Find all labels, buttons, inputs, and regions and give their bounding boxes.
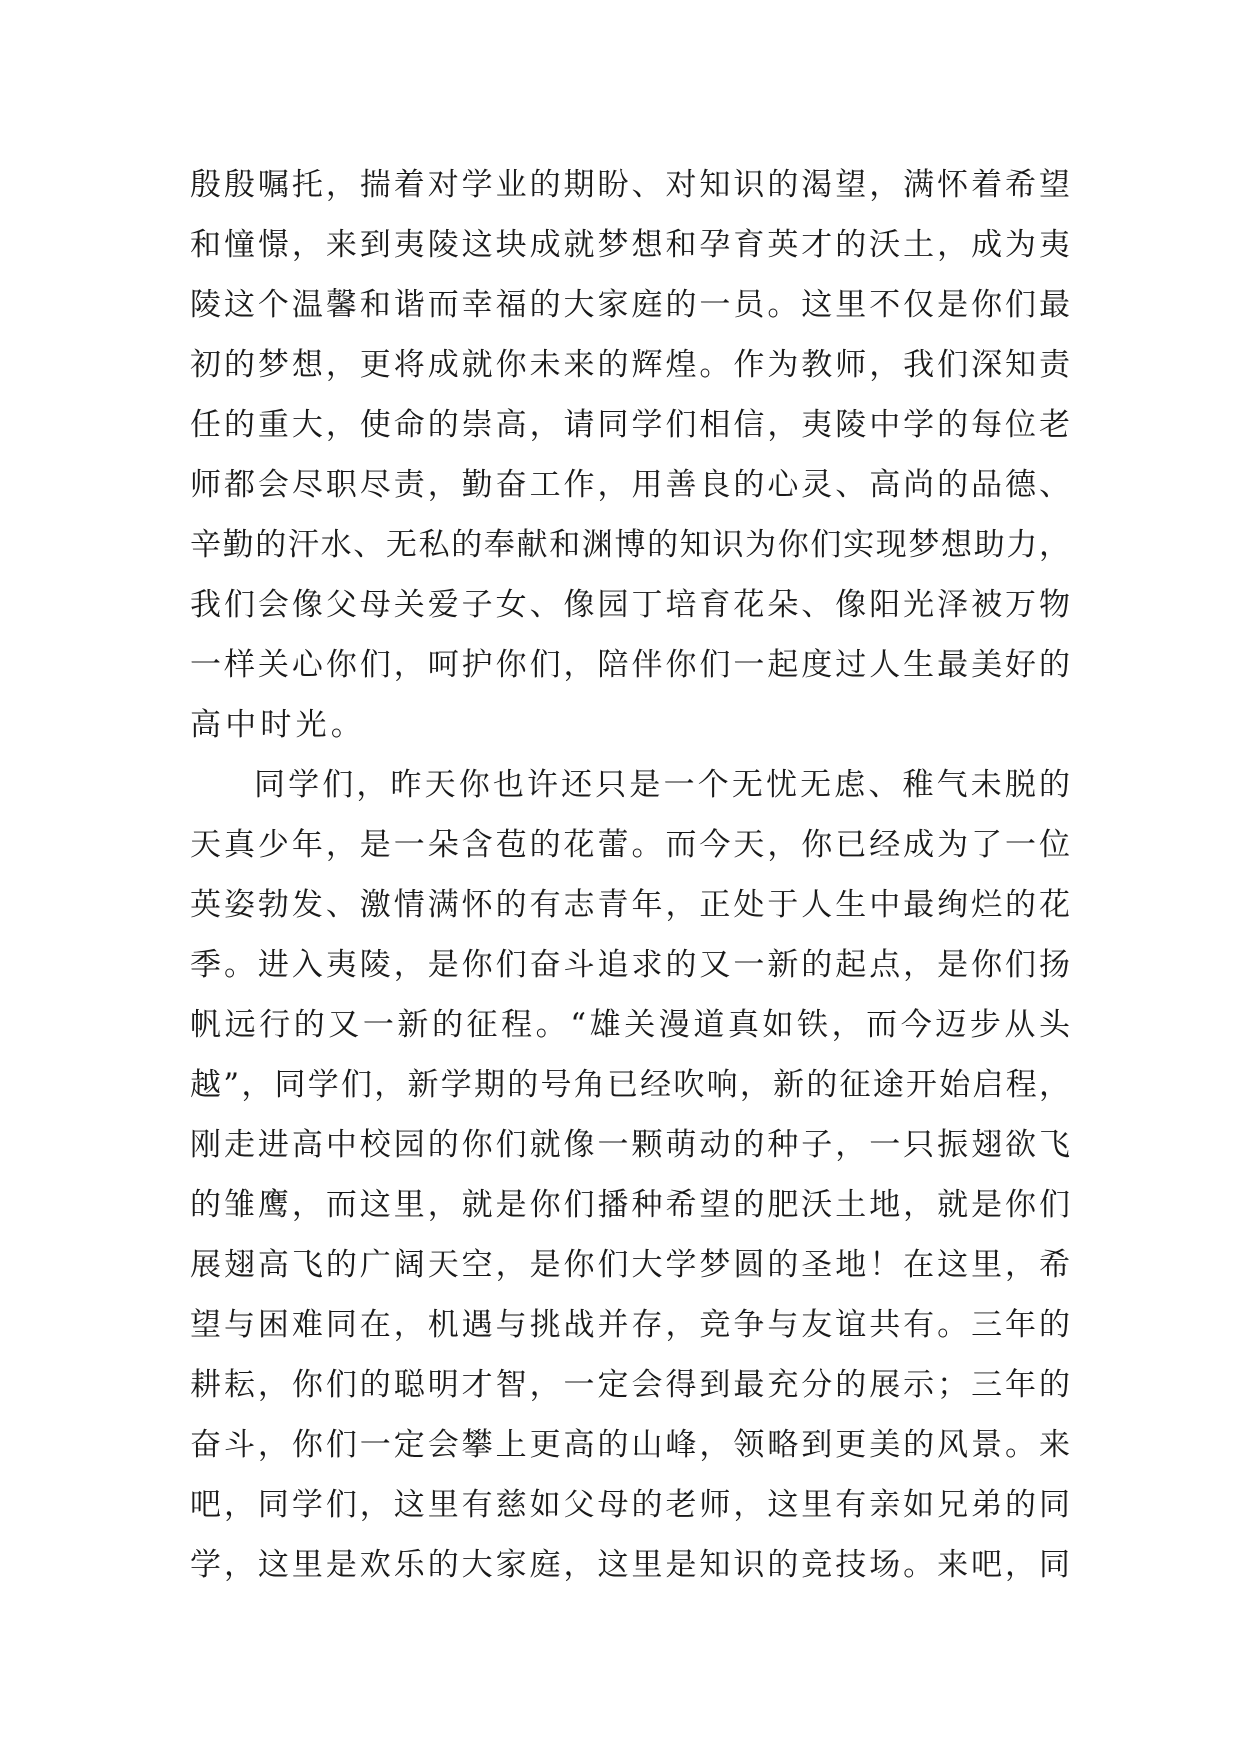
text-line: 我们会像父母关爱子女、像园丁培育花朵、像阳光泽被万物 <box>190 587 1070 623</box>
text-line: 天真少年，是一朵含苞的花蕾。而今天，你已经成为了一位 <box>190 827 1070 863</box>
text-line: 吧，同学们，这里有慈如父母的老师，这里有亲如兄弟的同 <box>190 1487 1070 1523</box>
text-line: 的雏鹰，而这里，就是你们播种希望的肥沃土地，就是你们 <box>190 1187 1070 1223</box>
text-line-first-indented: 同学们，昨天你也许还只是一个无忧无虑、稚气未脱的 <box>254 767 1070 803</box>
text-line: 季。进入夷陵，是你们奋斗追求的又一新的起点，是你们扬 <box>190 947 1070 983</box>
text-line: 师都会尽职尽责，勤奋工作，用善良的心灵、高尚的品德、 <box>190 467 1070 503</box>
text-line: 望与困难同在，机遇与挑战并存，竞争与友谊共有。三年的 <box>190 1307 1070 1343</box>
text-line: 殷殷嘱托，揣着对学业的期盼、对知识的渴望，满怀着希望 <box>190 167 1070 203</box>
text-line: 一样关心你们，呵护你们，陪伴你们一起度过人生最美好的 <box>190 647 1070 683</box>
text-line: 展翅高飞的广阔天空，是你们大学梦圆的圣地！在这里，希 <box>190 1247 1070 1283</box>
text-line: 初的梦想，更将成就你未来的辉煌。作为教师，我们深知责 <box>190 347 1070 383</box>
text-line: 帆远行的又一新的征程。“雄关漫道真如铁，而今迈步从头 <box>190 1007 1070 1043</box>
text-line: 英姿勃发、激情满怀的有志青年，正处于人生中最绚烂的花 <box>190 887 1070 923</box>
paragraph-1 <box>190 155 1070 755</box>
text-line: 学，这里是欢乐的大家庭，这里是知识的竞技场。来吧，同 <box>190 1547 1070 1583</box>
paragraph-2 <box>190 755 1070 1595</box>
text-line: 和憧憬，来到夷陵这块成就梦想和孕育英才的沃土，成为夷 <box>190 227 1070 263</box>
document-body <box>190 155 1070 1595</box>
text-line: 耕耘，你们的聪明才智，一定会得到最充分的展示；三年的 <box>190 1367 1070 1403</box>
text-line-last: 高中时光。 <box>190 707 366 743</box>
text-line: 奋斗，你们一定会攀上更高的山峰，领略到更美的风景。来 <box>190 1427 1070 1463</box>
text-line: 任的重大，使命的崇高，请同学们相信，夷陵中学的每位老 <box>190 407 1070 443</box>
text-line: 越”，同学们，新学期的号角已经吹响，新的征途开始启程， <box>190 1067 1070 1103</box>
text-line: 辛勤的汗水、无私的奉献和渊博的知识为你们实现梦想助力， <box>190 527 1070 563</box>
text-line: 陵这个温馨和谐而幸福的大家庭的一员。这里不仅是你们最 <box>190 287 1070 323</box>
text-line: 刚走进高中校园的你们就像一颗萌动的种子，一只振翅欲飞 <box>190 1127 1070 1163</box>
